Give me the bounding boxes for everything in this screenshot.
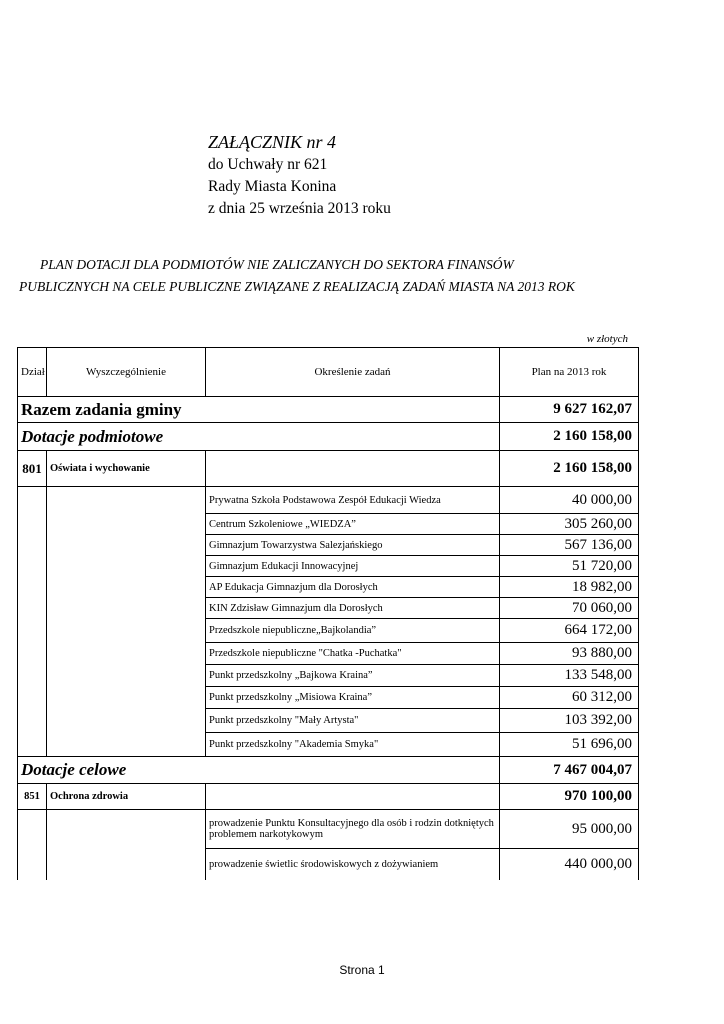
- task-value: 664 172,00: [500, 619, 639, 643]
- attachment-header: [208, 130, 391, 220]
- section-851-code: 851: [18, 784, 47, 810]
- targeted-grants-row: [18, 757, 639, 784]
- section-851-row: [18, 784, 639, 810]
- task-name: AP Edukacja Gimnazjum dla Dorosłych: [206, 577, 500, 598]
- task-value: 95 000,00: [500, 810, 639, 849]
- task-value: 51 720,00: [500, 556, 639, 577]
- section-851-value: 970 100,00: [500, 784, 639, 810]
- col-header-plan: Plan na 2013 rok: [500, 348, 639, 397]
- task-name: Gimnazjum Edukacji Innowacyjnej: [206, 556, 500, 577]
- section-801-dzial-spacer: [18, 487, 47, 757]
- task-name: Punkt przedszkolny „Misiowa Kraina”: [206, 687, 500, 709]
- plan-title-line-1: PLAN DOTACJI DLA PODMIOTÓW NIE ZALICZANYCH DO SEKTORA FINANSÓW: [40, 257, 514, 272]
- subject-grants-row: [18, 423, 639, 451]
- task-value: 133 548,00: [500, 665, 639, 687]
- resolution-number: do Uchwały nr 621: [208, 156, 328, 173]
- subject-grants-value: 2 160 158,00: [500, 423, 639, 451]
- task-name: KIN Zdzisław Gimnazjum dla Dorosłych: [206, 598, 500, 619]
- task-value: 103 392,00: [500, 709, 639, 733]
- task-name: Gimnazjum Towarzystwa Salezjańskiego: [206, 535, 500, 556]
- section-801-blank: [206, 451, 500, 487]
- task-name: Przedszkole niepubliczne "Chatka -Puchatka": [206, 643, 500, 665]
- subject-grants-label: Dotacje podmiotowe: [18, 423, 500, 451]
- col-header-wyszczegolnienie: Wyszczególnienie: [47, 348, 206, 397]
- section-851-name-spacer: [47, 810, 206, 880]
- task-value: 18 982,00: [500, 577, 639, 598]
- section-801-code: 801: [18, 451, 47, 487]
- total-label: Razem zadania gminy: [18, 397, 500, 423]
- resolution-date: z dnia 25 września 2013 roku: [208, 200, 391, 217]
- plan-title-line-2: PUBLICZNYCH NA CELE PUBLICZNE ZWIĄZANE Z REALIZACJĄ ZADAŃ MIASTA NA 2013 ROK: [19, 279, 575, 294]
- grants-table: [17, 347, 639, 880]
- task-value: 70 060,00: [500, 598, 639, 619]
- targeted-grants-label: Dotacje celowe: [18, 757, 500, 784]
- table-row: [18, 487, 639, 514]
- council-name: Rady Miasta Konina: [208, 178, 337, 195]
- table-row: [18, 810, 639, 849]
- section-801-name-spacer: [47, 487, 206, 757]
- total-value: 9 627 162,07: [500, 397, 639, 423]
- page-footer: Strona 1: [339, 963, 385, 977]
- task-value: 40 000,00: [500, 487, 639, 514]
- task-value: 567 136,00: [500, 535, 639, 556]
- task-name: Punkt przedszkolny "Akademia Smyka": [206, 733, 500, 757]
- task-value: 93 880,00: [500, 643, 639, 665]
- attachment-title: ZAŁĄCZNIK nr 4: [208, 132, 337, 152]
- col-header-dzial: Dział: [18, 348, 47, 397]
- task-name: Prywatna Szkoła Podstawowa Zespół Edukacji Wiedza: [206, 487, 500, 514]
- task-value: 305 260,00: [500, 514, 639, 535]
- task-name: prowadzenie świetlic środowiskowych z dożywianiem: [206, 849, 500, 880]
- targeted-grants-value: 7 467 004,07: [500, 757, 639, 784]
- table-header-row: [18, 348, 639, 397]
- section-801-value: 2 160 158,00: [500, 451, 639, 487]
- total-row: [18, 397, 639, 423]
- col-header-okreslenie: Określenie zadań: [206, 348, 500, 397]
- section-851-dzial-spacer: [18, 810, 47, 880]
- task-value: 60 312,00: [500, 687, 639, 709]
- task-name: Centrum Szkoleniowe „WIEDZA”: [206, 514, 500, 535]
- task-value: 51 696,00: [500, 733, 639, 757]
- section-851-blank: [206, 784, 500, 810]
- task-name: prowadzenie Punktu Konsultacyjnego dla osób i rodzin dotkniętych problemem narkotykowym: [206, 810, 500, 849]
- section-851-name: Ochrona zdrowia: [47, 784, 206, 810]
- task-value: 440 000,00: [500, 849, 639, 880]
- section-801-name: Oświata i wychowanie: [47, 451, 206, 487]
- task-name: Punkt przedszkolny "Mały Artysta": [206, 709, 500, 733]
- section-801-row: [18, 451, 639, 487]
- currency-unit: w złotych: [586, 333, 628, 345]
- task-name: Punkt przedszkolny „Bajkowa Kraina”: [206, 665, 500, 687]
- task-name: Przedszkole niepubliczne„Bajkolandia”: [206, 619, 500, 643]
